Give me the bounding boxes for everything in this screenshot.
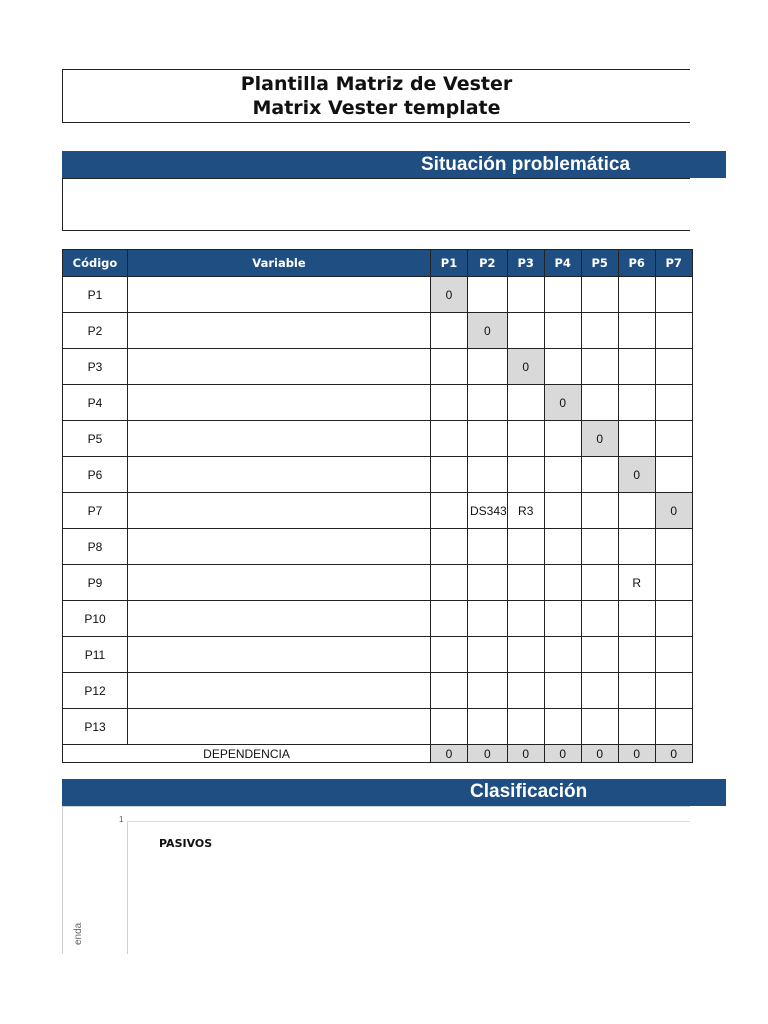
matrix-cell[interactable] (468, 637, 508, 673)
matrix-cell[interactable] (581, 349, 618, 385)
classification-chart (62, 806, 690, 954)
chart-y-label: enda (73, 922, 84, 945)
matrix-cell[interactable] (544, 493, 581, 529)
dependencia-value: 0 (618, 745, 655, 763)
variable-cell[interactable] (128, 565, 431, 601)
matrix-cell[interactable] (655, 637, 692, 673)
matrix-cell[interactable] (507, 565, 544, 601)
matrix-cell[interactable] (544, 277, 581, 313)
matrix-cell[interactable] (618, 529, 655, 565)
matrix-cell[interactable]: DS343 (468, 493, 508, 529)
matrix-cell[interactable] (431, 529, 468, 565)
matrix-row-p6 (63, 457, 693, 493)
matrix-cell[interactable]: 0 (544, 385, 581, 421)
variable-cell[interactable] (128, 709, 431, 745)
matrix-cell[interactable] (507, 421, 544, 457)
matrix-cell[interactable]: R3 (507, 493, 544, 529)
matrix-cell[interactable] (581, 673, 618, 709)
dependencia-value: 0 (655, 745, 692, 763)
row-code: P6 (63, 457, 128, 493)
matrix-cell[interactable] (507, 529, 544, 565)
title-spanish: Plantilla Matriz de Vester (240, 73, 513, 95)
matrix-cell[interactable]: 0 (618, 457, 655, 493)
matrix-cell[interactable] (655, 709, 692, 745)
matrix-cell[interactable] (655, 457, 692, 493)
matrix-cell[interactable] (431, 313, 468, 349)
matrix-cell[interactable] (655, 529, 692, 565)
matrix-row-p10 (63, 601, 693, 637)
chart-y-axis (127, 821, 128, 954)
matrix-cell[interactable] (431, 421, 468, 457)
matrix-cell[interactable] (431, 457, 468, 493)
header-p6: P6 (618, 250, 655, 277)
variable-cell[interactable] (128, 349, 431, 385)
matrix-row-p1 (63, 277, 693, 313)
dependencia-row (63, 745, 693, 763)
matrix-cell[interactable] (431, 601, 468, 637)
variable-cell[interactable] (128, 457, 431, 493)
dependencia-value: 0 (581, 745, 618, 763)
matrix-cell[interactable] (431, 709, 468, 745)
variable-cell[interactable] (128, 493, 431, 529)
header-p3: P3 (507, 250, 544, 277)
row-code: P5 (63, 421, 128, 457)
row-code: P4 (63, 385, 128, 421)
matrix-cell[interactable] (655, 349, 692, 385)
matrix-cell[interactable] (618, 673, 655, 709)
matrix-cell[interactable]: 0 (468, 313, 508, 349)
variable-cell[interactable] (128, 421, 431, 457)
matrix-cell[interactable] (581, 601, 618, 637)
matrix-cell[interactable] (655, 673, 692, 709)
matrix-cell[interactable] (507, 457, 544, 493)
header-p4: P4 (544, 250, 581, 277)
matrix-row-p5 (63, 421, 693, 457)
clasificacion-label: Clasificación (470, 781, 588, 802)
matrix-cell[interactable] (431, 349, 468, 385)
matrix-cell[interactable] (581, 385, 618, 421)
matrix-cell[interactable] (544, 565, 581, 601)
matrix-row-p13 (63, 709, 693, 745)
matrix-row-p3 (63, 349, 693, 385)
matrix-cell[interactable] (507, 313, 544, 349)
matrix-row-p9 (63, 565, 693, 601)
matrix-cell[interactable] (507, 673, 544, 709)
chart-gridline (127, 821, 690, 822)
variable-cell[interactable] (128, 313, 431, 349)
matrix-cell[interactable] (581, 457, 618, 493)
dependencia-label: DEPENDENCIA (63, 745, 431, 763)
matrix-cell[interactable] (581, 529, 618, 565)
matrix-cell[interactable]: 0 (507, 349, 544, 385)
matrix-cell[interactable] (655, 313, 692, 349)
matrix-cell[interactable] (544, 601, 581, 637)
matrix-cell[interactable] (655, 277, 692, 313)
header-p7: P7 (655, 250, 692, 277)
matrix-cell[interactable] (468, 601, 508, 637)
dependencia-value: 0 (468, 745, 508, 763)
row-code: P9 (63, 565, 128, 601)
dependencia-value: 0 (507, 745, 544, 763)
matrix-cell[interactable] (581, 709, 618, 745)
matrix-cell[interactable] (468, 673, 508, 709)
matrix-cell[interactable] (581, 493, 618, 529)
header-variable: Variable (128, 250, 431, 277)
matrix-cell[interactable] (507, 637, 544, 673)
matrix-cell[interactable] (655, 565, 692, 601)
row-code: P12 (63, 673, 128, 709)
row-code: P1 (63, 277, 128, 313)
chart-y-tick: 1 (119, 815, 124, 824)
matrix-cell[interactable] (618, 349, 655, 385)
matrix-cell[interactable] (544, 421, 581, 457)
variable-cell[interactable] (128, 277, 431, 313)
matrix-cell[interactable] (544, 637, 581, 673)
row-code: P11 (63, 637, 128, 673)
matrix-cell[interactable] (655, 421, 692, 457)
header-p1: P1 (431, 250, 468, 277)
quadrant-label-pasivos: PASIVOS (159, 837, 213, 850)
matrix-cell[interactable]: 0 (581, 421, 618, 457)
matrix-cell[interactable] (544, 313, 581, 349)
header-p2: P2 (468, 250, 508, 277)
row-code: P13 (63, 709, 128, 745)
matrix-cell[interactable] (618, 709, 655, 745)
title-box (62, 69, 690, 123)
matrix-cell[interactable] (468, 709, 508, 745)
matrix-cell[interactable] (468, 385, 508, 421)
matrix-cell[interactable] (507, 385, 544, 421)
matrix-row-p4 (63, 385, 693, 421)
matrix-cell[interactable] (544, 457, 581, 493)
situation-input-area[interactable] (62, 178, 690, 231)
matrix-row-p12 (63, 673, 693, 709)
matrix-cell[interactable] (431, 385, 468, 421)
matrix-cell[interactable]: 0 (655, 493, 692, 529)
header-p5: P5 (581, 250, 618, 277)
row-code: P3 (63, 349, 128, 385)
situation-band (62, 151, 726, 178)
header-code: Código (63, 250, 128, 277)
situation-label: Situación problemática (421, 154, 631, 175)
matrix-row-p7 (63, 493, 693, 529)
matrix-cell[interactable] (431, 565, 468, 601)
row-code: P8 (63, 529, 128, 565)
matrix-cell[interactable]: 0 (431, 277, 468, 313)
matrix-cell[interactable] (431, 493, 468, 529)
dependencia-value: 0 (431, 745, 468, 763)
matrix-cell[interactable] (618, 493, 655, 529)
matrix-row-p11 (63, 637, 693, 673)
matrix-header-row (63, 250, 693, 277)
matrix-cell[interactable]: R (618, 565, 655, 601)
matrix-cell[interactable] (544, 673, 581, 709)
matrix-cell[interactable] (468, 277, 508, 313)
matrix-cell[interactable] (544, 529, 581, 565)
variable-cell[interactable] (128, 673, 431, 709)
matrix-cell[interactable] (507, 601, 544, 637)
dependencia-value: 0 (544, 745, 581, 763)
row-code: P7 (63, 493, 128, 529)
vester-matrix (62, 249, 693, 763)
matrix-cell[interactable] (468, 421, 508, 457)
matrix-cell[interactable] (618, 421, 655, 457)
matrix-cell[interactable] (468, 529, 508, 565)
matrix-cell[interactable] (468, 349, 508, 385)
row-code: P10 (63, 601, 128, 637)
matrix-cell[interactable] (581, 277, 618, 313)
variable-cell[interactable] (128, 529, 431, 565)
matrix-row-p2 (63, 313, 693, 349)
matrix-row-p8 (63, 529, 693, 565)
matrix-cell[interactable] (544, 709, 581, 745)
variable-cell[interactable] (128, 637, 431, 673)
matrix-cell[interactable] (468, 565, 508, 601)
matrix-cell[interactable] (507, 709, 544, 745)
clasificacion-band (62, 779, 726, 806)
matrix-cell[interactable] (581, 565, 618, 601)
matrix-cell[interactable] (618, 385, 655, 421)
matrix-cell[interactable] (431, 637, 468, 673)
matrix-cell[interactable] (655, 601, 692, 637)
matrix-cell[interactable] (618, 277, 655, 313)
matrix-cell[interactable] (618, 313, 655, 349)
matrix-cell[interactable] (431, 673, 468, 709)
matrix-cell[interactable] (618, 637, 655, 673)
title-english: Matrix Vester template (252, 97, 501, 119)
matrix-cell[interactable] (581, 313, 618, 349)
matrix-cell[interactable] (655, 385, 692, 421)
variable-cell[interactable] (128, 601, 431, 637)
matrix-cell[interactable] (468, 457, 508, 493)
matrix-cell[interactable] (618, 601, 655, 637)
row-code: P2 (63, 313, 128, 349)
matrix-cell[interactable] (581, 637, 618, 673)
variable-cell[interactable] (128, 385, 431, 421)
matrix-cell[interactable] (544, 349, 581, 385)
matrix-cell[interactable] (507, 277, 544, 313)
